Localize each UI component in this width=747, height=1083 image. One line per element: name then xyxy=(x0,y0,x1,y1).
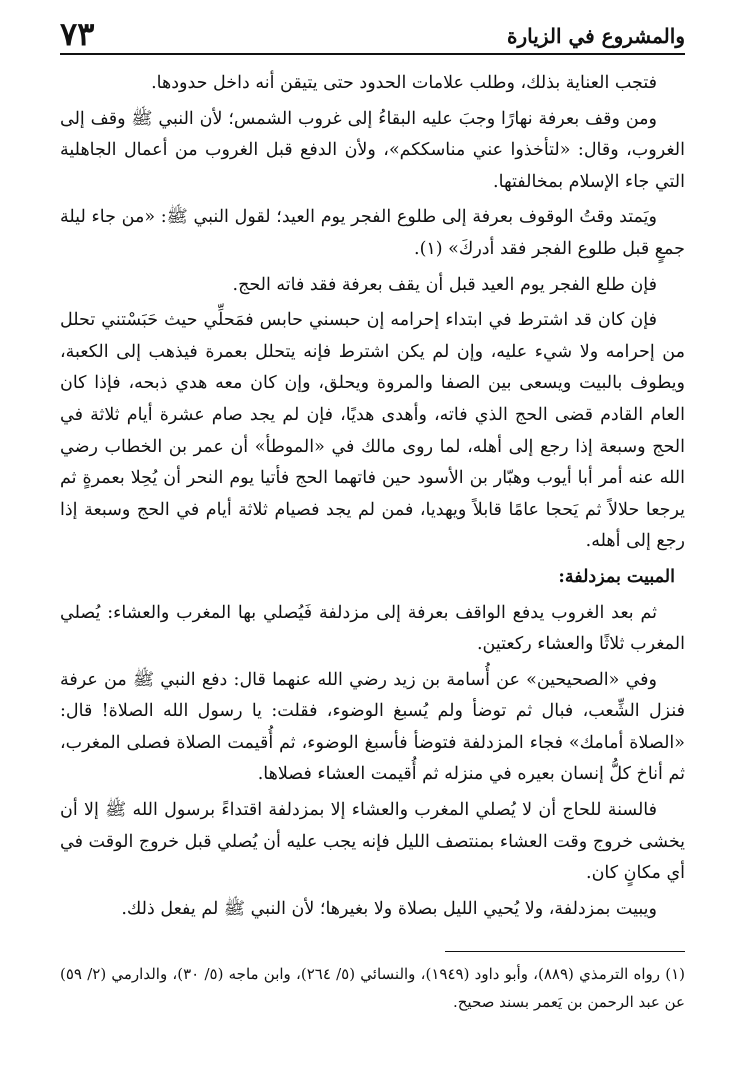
paragraph: ثم بعد الغروب يدفع الواقف بعرفة إلى مزدلفة فَيُصلي بها المغرب والعشاء: يُصلي المغرب ثلاثًا والعشاء ركعتين. xyxy=(60,602,685,655)
header-divider xyxy=(60,53,685,55)
paragraph: فالسنة للحاج أن لا يُصلي المغرب والعشاء إلا بمزدلفة اقتداءً برسول الله ﷺ إلا أن يخشى خروج وقت العشاء بمنتصف الليل فإنه يجب عليه أن يُصلي قبل خروج الوقت في أي مكانٍ كان. xyxy=(60,800,685,884)
paragraph: ويَمتد وقتُ الوقوف بعرفة إلى طلوع الفجر يوم العيد؛ لقول النبي ﷺ: «من جاء ليلة جمعٍ قبل طلوع الفجر فقد أدركَ» (١). xyxy=(60,207,685,259)
paragraph: فتجب العناية بذلك، وطلب علامات الحدود حتى يتيقن أنه داخل حدودها. xyxy=(151,73,657,93)
footnote: (١) رواه الترمذي (٨٨٩)، وأبو داود (١٩٤٩)، والنسائي (٥/ ٢٦٤)، وابن ماجه (٥/ ٣٠)، والدارمي (٢/ ٥٩) عن عبد الرحمن بن يَعمر بسند صحيح. xyxy=(60,965,686,1011)
main-text xyxy=(60,68,685,929)
footnotes xyxy=(60,960,685,1016)
paragraph: فإن طلع الفجر يوم العيد قبل أن يقف بعرفة فقد فاته الحج. xyxy=(232,274,657,295)
paragraph: ويبيت بمزدلفة، ولا يُحيي الليل بصلاة ولا بغيرها؛ لأن النبي ﷺ لم يفعل ذلك. xyxy=(121,898,657,919)
footnote-divider xyxy=(445,951,685,952)
running-title: والمشروع في الزيارة xyxy=(507,24,685,48)
section-heading: المبيت بمزدلفة: xyxy=(558,566,675,587)
page-header xyxy=(60,14,685,52)
paragraph: فإن كان قد اشترط في ابتداء إحرامه إن حبسني حابس فمَحلِّي حيث حَبَسْتني تحلل من إحرامه ولا شيء عليه، وإن لم يكن اشترط فإنه يتحلل بعمرة فيذهب إلى الكعبة، ويطوف بالبيت ويسعى بين الصفا والمروة ويحلق، وإن كان معه هدي ذبحه، فإذا كان العام القادم قضى الحج الذي فاته، وأهدى هديًا، فإن لم يجد صام عشرة أيام ثلاثة في الحج وسبعة إذا رجع إلى أهله، لما روى مالك في «الموطأ» أن عمر بن الخطاب رضي الله عنه أمر أبا أيوب وهبّار بن الأسود حين فاتهما الحج فأتيا يوم النحر أن يُحِلا بعمرةٍ ثم يرجعا حلالاً ثم يَحجا عامًا قابلاً ويهديا، فمن لم يجد فصيام ثلاثة أيام في الحج وسبعة إذا رجع إلى أهله. xyxy=(60,310,685,552)
paragraph: ومن وقف بعرفة نهارًا وجبَ عليه البقاءُ إلى غروب الشمس؛ لأن النبي ﷺ وقف إلى الغروب، وقال: «لتأخذوا عني مناسككم»، ولأن الدفع قبل الغروب من أعمال الجاهلية التي جاء الإسلام بمخالفتها. xyxy=(60,108,685,192)
page-number: ٧٣ xyxy=(60,15,95,53)
paragraph: وفي «الصحيحين» عن أُسامة بن زيد رضي الله عنهما قال: دفع النبي ﷺ من عرفة فنزل الشِّعب، فبال ثم توضأ ولم يُسبغ الوضوء، فقلت: يا رسول الله الصلاة! قال: «الصلاة أمامك» فجاء المزدلفة فتوضأ فأسبغ الوضوء، ثم أُقيمت الصلاة فصلى المغرب، ثم أناخ كلُّ إنسان بعيره في منزله ثم أُقيمت العشاء فصلاها. xyxy=(60,669,685,785)
